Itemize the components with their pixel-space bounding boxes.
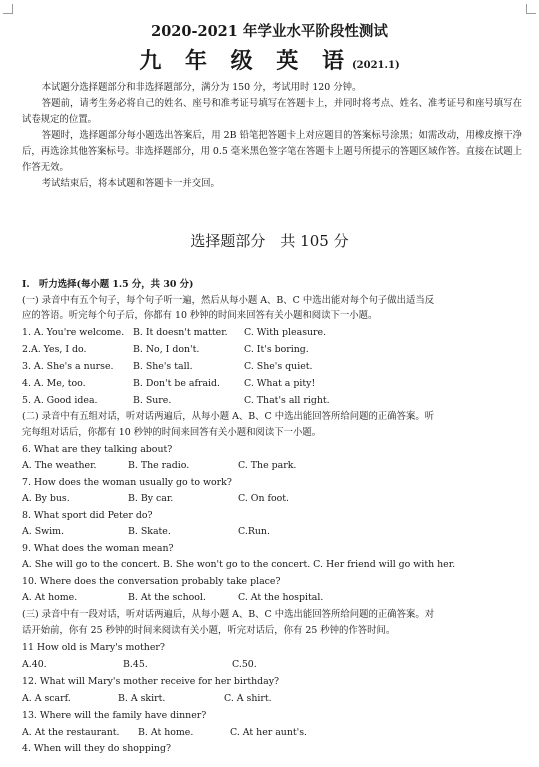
q8-option-c: C.Run. — [238, 526, 270, 537]
q10-question: 10. Where does the conversation probably take place? — [22, 576, 281, 587]
q5-option-a: 5. A. Good idea. — [22, 395, 98, 406]
instruction-3: 答题时，选择题部分每小题选出答案后，用 2B 铅笔把答题卡上对应题目的答案标号涂黑；如需改动，用橡皮擦干净后，再选涂其他答案标号。非选择题部分，用 0.5 毫米黑色签字笔在答题卡上题号所提示的答题区域作答。直接在试题上作答无效。 — [22, 130, 522, 173]
q1-option-a: 1. A. You're welcome. — [22, 327, 125, 338]
instructions — [22, 80, 522, 192]
exam-title: 2020-2021 年学业水平阶段性测试 — [151, 23, 388, 40]
exam-date: (2021.1) — [351, 60, 400, 71]
q8-option-b: B. Skate. — [128, 526, 171, 537]
q2-option-a: 2.A. Yes, I do. — [22, 344, 87, 355]
instruction-2: 答题前，请考生务必将自己的姓名、座号和准考证号填写在答题卡上，并同时将考点、姓名、准考证号和座号填写在试卷规定的位置。 — [22, 98, 522, 125]
q4-option-b: B. Don't be afraid. — [133, 378, 221, 389]
q12-option-c: C. A shirt. — [224, 693, 272, 704]
sub1-line-1: (一) 录音中有五个句子，每个句子听一遍，然后从每小题 A、B、C 中选出能对每个句子做出适当反 — [22, 295, 435, 306]
q7-option-b: B. By car. — [128, 493, 174, 504]
q8-option-a: A. Swim. — [22, 526, 65, 537]
q7-option-c: C. On foot. — [238, 493, 290, 504]
q13-option-c: C. At her aunt's. — [230, 727, 307, 738]
sub2-line-1: (二) 录音中有五组对话，听对话两遍后，从每小题 A、B、C 中选出能回答所给问题的正确答案。听 — [22, 411, 435, 422]
q7-option-a: A. By bus. — [22, 493, 70, 504]
q6-option-b: B. The radio. — [128, 460, 190, 471]
q10-option-c: C. At the hospital. — [238, 592, 324, 603]
q10-option-a: A. At home. — [22, 592, 78, 603]
part1-heading: I. 听力选择(每小题 1.5 分，共 30 分) — [22, 279, 194, 290]
q3-option-b: B. She's tall. — [133, 361, 193, 372]
sub3-line-1: (三) 录音中有一段对话，听对话两遍后，从每小题 A、B、C 中选出能回答所给问题的正确答案。对 — [22, 609, 435, 620]
sub1-line-2: 应的答语。听完每个句子后，你都有 10 秒钟的时间来回答有关小题和阅读下一小题。 — [22, 310, 378, 321]
section-title: 选择题部分 共 105 分 — [190, 232, 349, 250]
sub3-line-2: 话开始前，你有 25 秒钟的时间来阅读有关小题，听完对话后，你有 25 秒钟的作答时间。 — [22, 625, 396, 636]
q2-option-c: C. It's boring. — [244, 344, 309, 355]
q12-option-b: B. A skirt. — [118, 693, 166, 704]
q13-option-a: A. At the restaurant. — [22, 727, 120, 738]
q11-question: 11 How old is Mary's mother? — [22, 642, 165, 653]
q5-option-b: B. Sure. — [133, 395, 172, 406]
q7-question: 7. How does the woman usually go to work? — [22, 477, 232, 488]
q6-option-c: C. The park. — [238, 460, 297, 471]
q2-option-b: B. No, I don't. — [133, 344, 200, 355]
q11-option-c: C.50. — [232, 659, 257, 670]
q11-option-a: A.40. — [22, 659, 47, 670]
instruction-4: 考试结束后，将本试题和答题卡一并交回。 — [41, 178, 220, 189]
q12-question: 12. What will Mary's mother receive for her birthday? — [22, 676, 280, 687]
q6-option-a: A. The weather. — [22, 460, 97, 471]
sub2-line-2: 完每组对话后，你都有 10 秒钟的时间来回答有关小题和阅读下一小题。 — [22, 427, 322, 438]
q9-options: A. She will go to the concert. B. She won't go to the concert. C. Her friend will go with her. — [22, 559, 456, 570]
q6-question: 6. What are they talking about? — [22, 444, 173, 455]
q1-option-b: B. It doesn't matter. — [133, 327, 228, 338]
q10-option-b: B. At the school. — [128, 592, 206, 603]
subject-name: 九 年 级 英 语 — [139, 48, 352, 74]
crop-mark-top-left — [3, 4, 13, 14]
q11-option-b: B.45. — [123, 659, 148, 670]
q4-option-c: C. What a pity! — [244, 378, 316, 389]
q3-option-a: 3. A. She's a nurse. — [22, 361, 114, 372]
q1-option-c: C. With pleasure. — [244, 327, 327, 338]
q5-option-c: C. That's all right. — [244, 395, 330, 406]
instruction-1: 本试题分选择题部分和非选择题部分，满分为 150 分，考试用时 120 分钟。 — [41, 82, 362, 93]
q14-question: 4. When will they do shopping? — [22, 743, 171, 754]
q12-option-a: A. A scarf. — [22, 693, 71, 704]
q13-option-b: B. At home. — [138, 727, 194, 738]
subject-title — [0, 48, 539, 79]
q3-option-c: C. She's quiet. — [244, 361, 313, 372]
q4-option-a: 4. A. Me, too. — [22, 378, 86, 389]
q8-question: 8. What sport did Peter do? — [22, 510, 153, 521]
q9-question: 9. What does the woman mean? — [22, 543, 174, 554]
crop-mark-top-right — [526, 4, 536, 14]
q13-question: 13. Where will the family have dinner? — [22, 710, 207, 721]
